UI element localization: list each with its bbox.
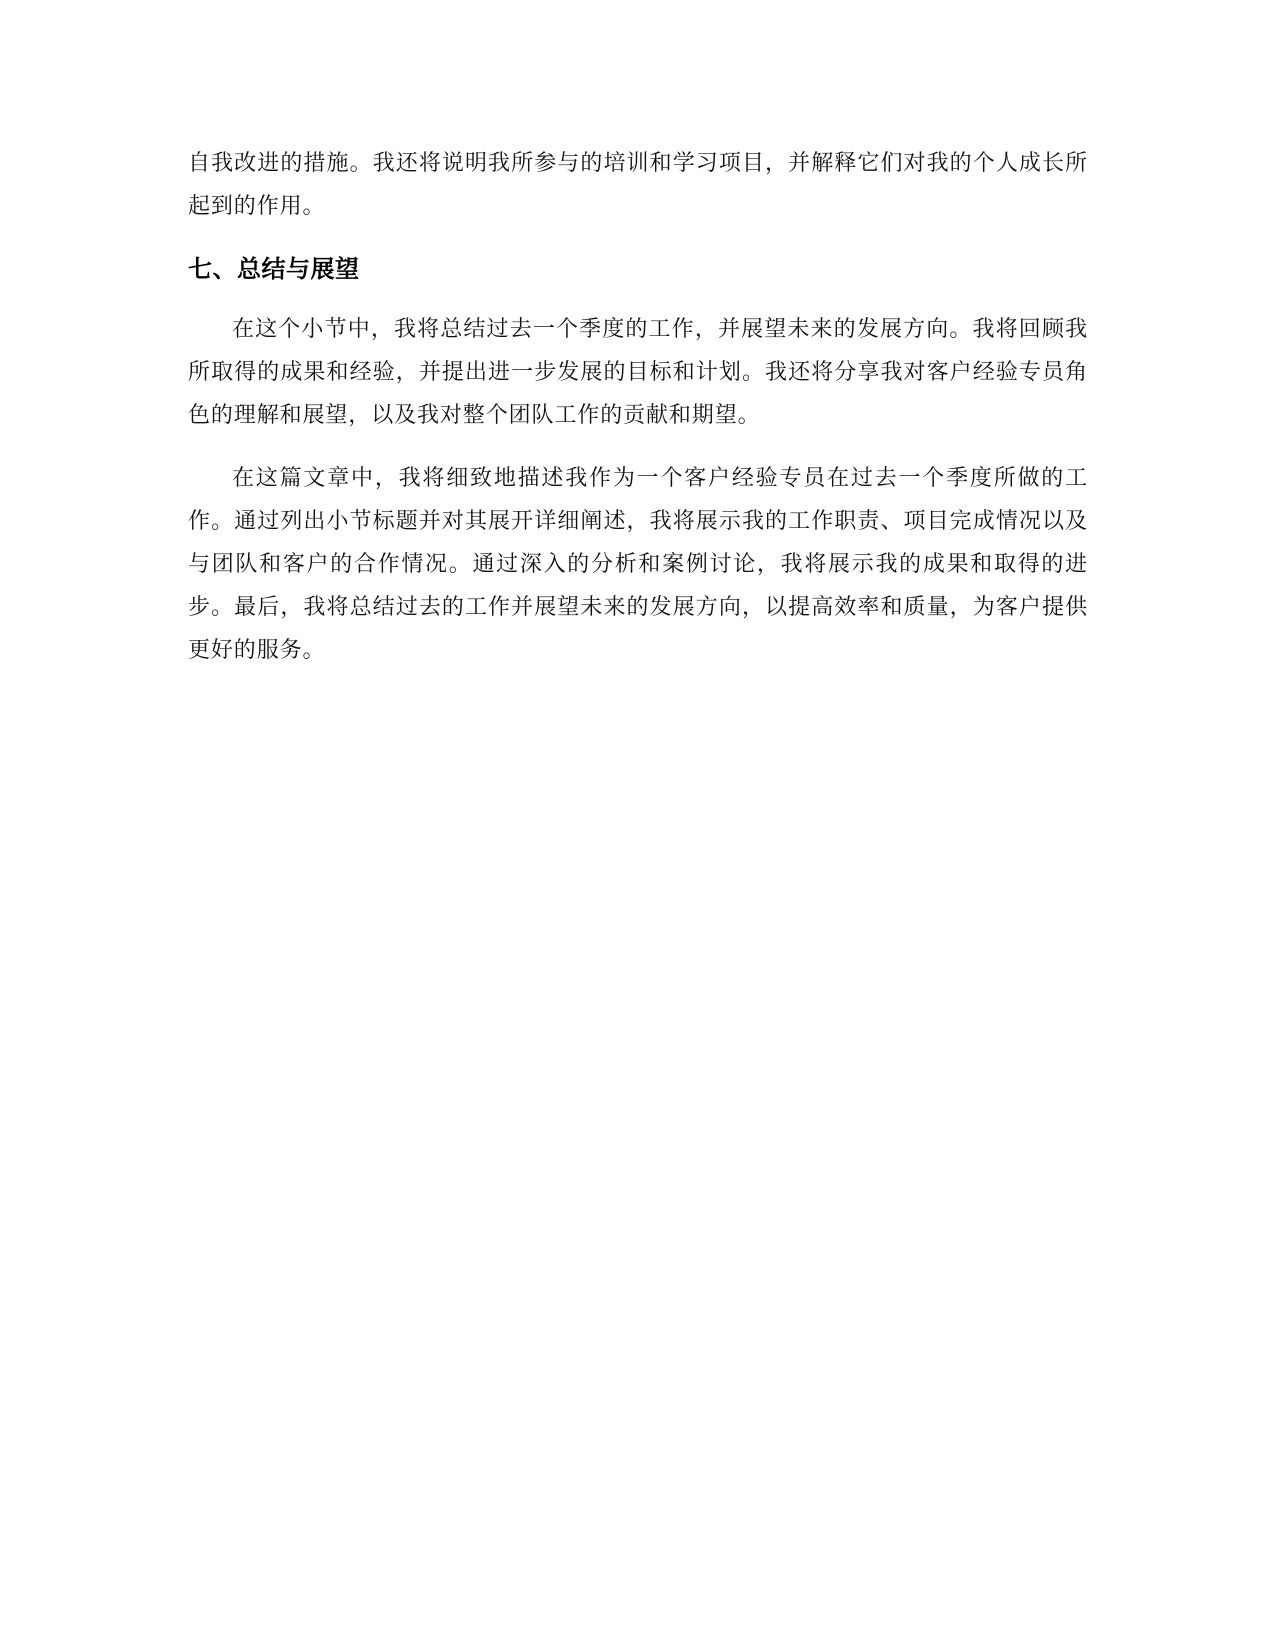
continuation-paragraph: 自我改进的措施。我还将说明我所参与的培训和学习项目，并解释它们对我的个人成长所起到的作用。 bbox=[188, 151, 1088, 219]
closing-paragraph: 在这篇文章中，我将细致地描述我作为一个客户经验专员在过去一个季度所做的工作。通过列出小节标题并对其展开详细阐述，我将展示我的工作职责、项目完成情况以及与团队和客户的合作情况。通过深入的分析和案例讨论，我将展示我的成果和取得的进步。最后，我将总结过去的工作并展望未来的发展方向，以提高效率和质量，为客户提供更好的服务。 bbox=[188, 466, 1088, 663]
section-heading: 七、总结与展望 bbox=[188, 255, 360, 283]
document-body bbox=[188, 142, 1088, 672]
paragraph-spacer bbox=[188, 437, 1088, 457]
summary-paragraph: 在这个小节中，我将总结过去一个季度的工作，并展望未来的发展方向。我将回顾我所取得的成果和经验，并提出进一步发展的目标和计划。我还将分享我对客户经验专员角色的理解和展望，以及我对整个团队工作的贡献和期望。 bbox=[188, 317, 1088, 428]
